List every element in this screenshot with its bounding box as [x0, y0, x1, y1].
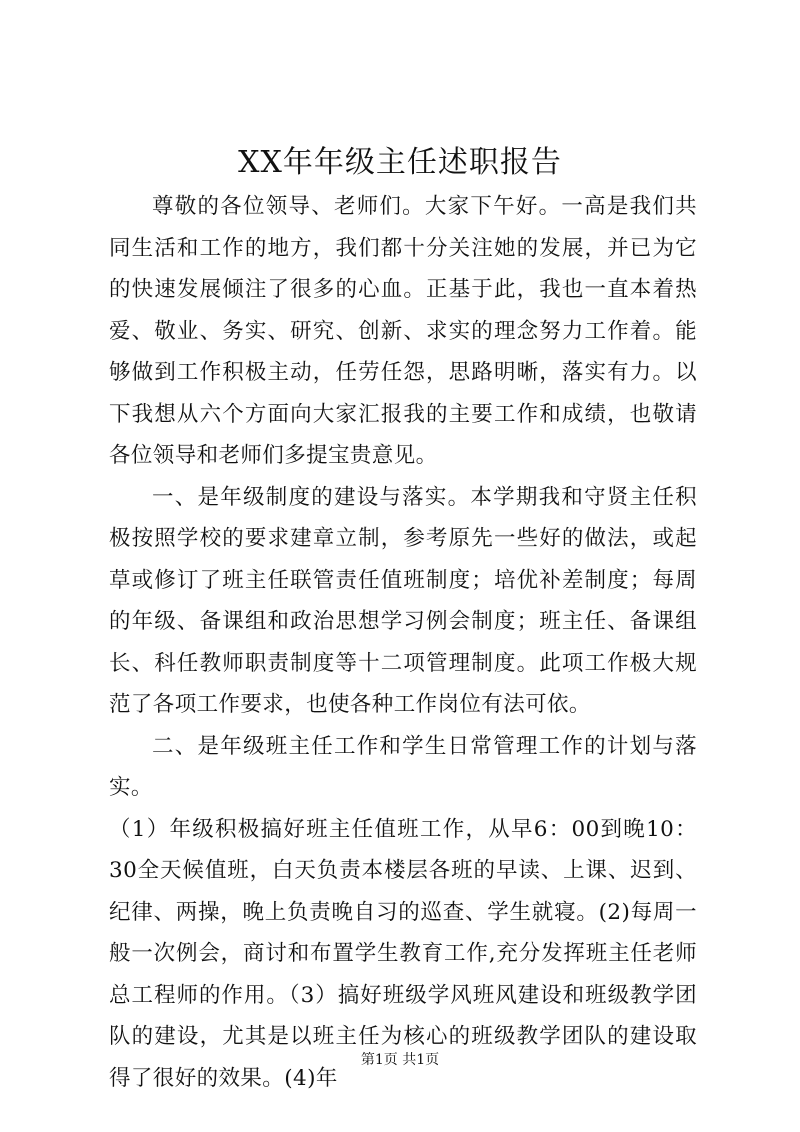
page-footer: 第1页 共1页 [360, 1052, 440, 1068]
document-title: XX年年级主任述职报告 [238, 145, 562, 180]
paragraph-section-two-heading: 二、是年级班主任工作和学生日常管理工作的计划与落实。 [109, 733, 697, 800]
paragraph-intro: 尊敬的各位领导、老师们。大家下午好。一高是我们共同生活和工作的地方，我们都十分关注她的发展，并已为它的快速发展倾注了很多的心血。正基于此，我也一直本着热爱、敬业、务实、研究、创新、求实的理念努力工作着。能够做到工作积极主动，任劳任怨，思路明晰，落实有力。以下我想从六个方面向大家汇报我的主要工作和成绩，也敬请各位领导和老师们多提宝贵意见。 [109, 194, 697, 468]
document-body [109, 186, 697, 1099]
paragraph-section-two-details: （1）年级积极搞好班主任值班工作，从早6：00到晚10：30全天候值班，白天负责本楼层各班的早读、上课、迟到、纪律、两操，晚上负责晚自习的巡查、学生就寝。(2)每周一般一次例会，商讨和布置学生教育工作,充分发挥班主任老师总工程师的作用。（3）搞好班级学风班风建设和班级教学团队的建设，尤其是以班主任为核心的班级教学团队的建设取得了很好的效果。(4)年 [109, 816, 697, 1091]
paragraph-section-one: 一、是年级制度的建设与落实。本学期我和守贤主任积极按照学校的要求建章立制，参考原先一些好的做法，或起草或修订了班主任联管责任值班制度；培优补差制度；每周的年级、备课组和政治思想学习例会制度；班主任、备课组长、科任教师职责制度等十二项管理制度。此项工作极大规范了各项工作要求，也使各种工作岗位有法可依。 [109, 484, 697, 717]
